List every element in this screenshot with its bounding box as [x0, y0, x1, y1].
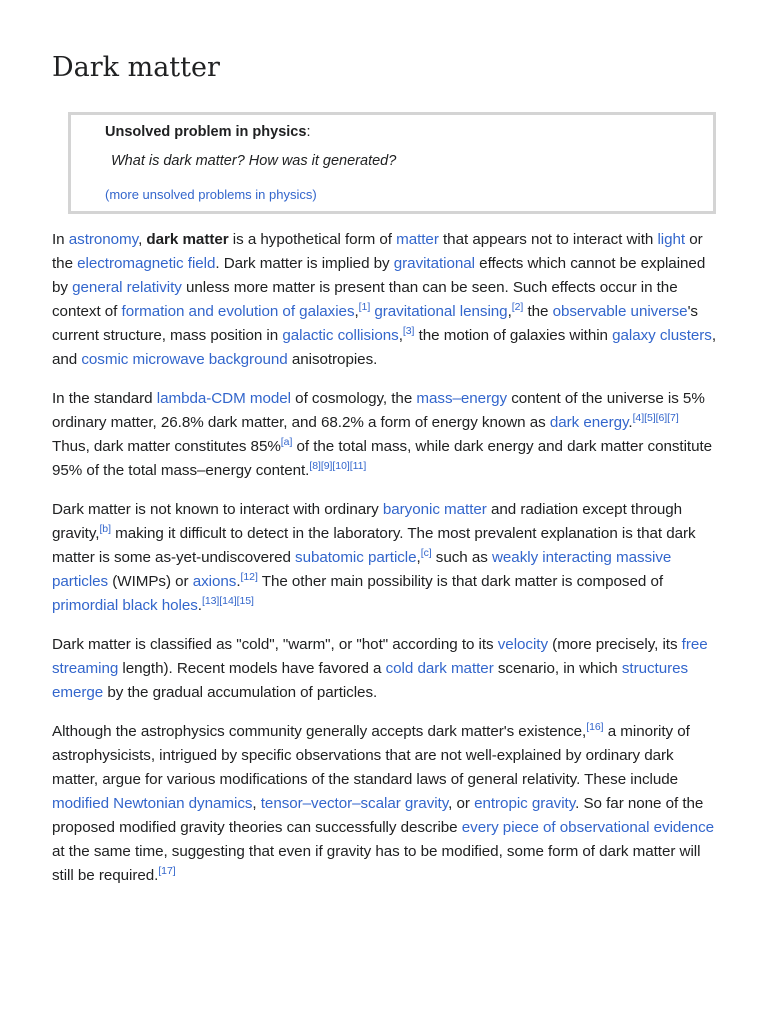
- text: (WIMPs) or: [108, 573, 193, 590]
- text: The other main possibility is that dark matter is composed of: [257, 573, 664, 590]
- citation-ref: [202, 595, 254, 607]
- text: .: [628, 414, 633, 431]
- link-wimps[interactable]: weakly interacting massive particles: [52, 549, 672, 590]
- link-light[interactable]: light: [657, 231, 686, 248]
- infobox-question: What is dark matter? How was it generated?: [111, 153, 397, 169]
- citation-2[interactable]: [2]: [511, 300, 524, 313]
- link-structures-emerge[interactable]: structures emerge: [52, 660, 689, 701]
- citation-3[interactable]: [3]: [402, 324, 415, 337]
- note-b[interactable]: [b]: [99, 522, 111, 535]
- text: is a hypothetical form of: [228, 231, 397, 248]
- text: effects which cannot be explained by: [52, 255, 706, 296]
- citation-16[interactable]: [16]: [586, 720, 604, 733]
- link-astronomy[interactable]: astronomy: [68, 231, 139, 248]
- citation-ref: [241, 571, 258, 583]
- link-lambda-cdm-model[interactable]: lambda-CDM model: [156, 390, 291, 407]
- link-cosmic-microwave-background[interactable]: cosmic microwave background: [81, 351, 288, 368]
- citation-ref: [309, 460, 366, 472]
- text: by the gradual accumulation of particles.: [103, 684, 378, 701]
- link-dark-energy[interactable]: dark energy: [549, 414, 629, 431]
- link-gravitational-lensing[interactable]: gravitational lensing: [374, 303, 508, 320]
- link-galaxy-clusters[interactable]: galaxy clusters: [612, 327, 712, 344]
- link-primordial-black-holes[interactable]: primordial black holes: [52, 597, 198, 614]
- link-free-streaming[interactable]: free streaming: [52, 636, 708, 677]
- infobox-heading: [105, 124, 310, 140]
- paragraph-classification: [52, 633, 716, 705]
- bold-dark-matter: dark matter: [146, 231, 229, 248]
- text: ,: [398, 327, 403, 344]
- link-velocity[interactable]: velocity: [497, 636, 549, 653]
- infobox-heading-label: Unsolved problem in physics: [105, 124, 307, 140]
- citation-ref: [633, 412, 679, 424]
- citation-ref: [512, 301, 524, 313]
- text: In the standard: [52, 390, 157, 407]
- link-galactic-collisions[interactable]: galactic collisions: [282, 327, 399, 344]
- text: . So far none of the proposed modified gravity theories can successfully describe: [52, 795, 704, 836]
- citation-ref: [421, 547, 432, 559]
- text: of the total mass, while dark energy and dark matter constitute 95% of the total mass–energy content.: [52, 438, 713, 479]
- text: Thus, dark matter constitutes 85%: [52, 438, 281, 455]
- text: anisotropies.: [287, 351, 378, 368]
- paragraph-detection: [52, 498, 716, 618]
- text: Although the astrophysics community generally accepts dark matter's existence,: [52, 723, 587, 740]
- link-baryonic-matter[interactable]: baryonic matter: [382, 501, 487, 518]
- citation-ref: [403, 325, 415, 337]
- citation-10[interactable]: [10]: [332, 459, 350, 472]
- text: In: [52, 231, 69, 248]
- link-entropic-gravity[interactable]: entropic gravity: [474, 795, 576, 812]
- citation-13[interactable]: [13]: [201, 594, 220, 607]
- note-c[interactable]: [c]: [420, 546, 432, 559]
- citation-5[interactable]: [5]: [644, 411, 656, 424]
- text: , and: [52, 327, 716, 368]
- citation-ref: [586, 721, 603, 733]
- citation-ref: [99, 523, 111, 535]
- citation-8[interactable]: [8]: [309, 459, 321, 472]
- citation-17[interactable]: [17]: [158, 864, 176, 877]
- text: scenario, in which: [493, 660, 622, 677]
- page-title: Dark matter: [52, 52, 220, 83]
- text: , or: [448, 795, 475, 812]
- text: the: [523, 303, 553, 320]
- citation-12[interactable]: [12]: [240, 570, 258, 583]
- text: ,: [252, 795, 261, 812]
- citation-14[interactable]: [14]: [219, 594, 237, 607]
- citation-15[interactable]: [15]: [236, 594, 254, 607]
- link-observable-universe[interactable]: observable universe: [552, 303, 688, 320]
- infobox-colon: :: [306, 124, 311, 140]
- text: ,: [507, 303, 512, 320]
- text: making it difficult to detect in the laboratory. The most prevalent explanation is that dark matter is some as-yet-undiscovered: [52, 525, 696, 566]
- citation-1[interactable]: [1]: [358, 300, 371, 313]
- text: . Dark matter is implied by: [215, 255, 394, 272]
- text: a minority of astrophysicists, intrigued by specific observations that are not well-explained by ordinary dark matter, argue for various modifications of the standard laws of general relativity. These include: [52, 723, 690, 788]
- text: content of the universe is 5% ordinary matter, 26.8% dark matter, and 68.2% a form of energy known as: [52, 390, 705, 431]
- citation-6[interactable]: [6]: [655, 411, 668, 424]
- text: or the: [52, 231, 703, 272]
- link-general-relativity[interactable]: general relativity: [72, 279, 182, 296]
- link-gravitational[interactable]: gravitational: [393, 255, 476, 272]
- text: Dark matter is not known to interact with ordinary: [52, 501, 383, 518]
- text: such as: [431, 549, 492, 566]
- more-unsolved-problems-link[interactable]: (more unsolved problems in physics): [105, 187, 317, 202]
- link-modified-newtonian-dynamics[interactable]: modified Newtonian dynamics: [52, 795, 253, 812]
- unsolved-problem-box: [68, 112, 716, 214]
- text: and radiation except through gravity,: [52, 501, 683, 542]
- link-electromagnetic-field[interactable]: electromagnetic field: [77, 255, 216, 272]
- text: Dark matter is classified as "cold", "warm", or "hot" according to its: [52, 636, 498, 653]
- text: (more precisely, its: [548, 636, 682, 653]
- link-mass-energy[interactable]: mass–energy: [416, 390, 508, 407]
- text: that appears not to interact with: [438, 231, 658, 248]
- text: ,: [138, 231, 147, 248]
- link-tensor-vector-scalar-gravity[interactable]: tensor–vector–scalar gravity: [260, 795, 449, 812]
- text: the motion of galaxies within: [414, 327, 613, 344]
- link-matter[interactable]: matter: [396, 231, 439, 248]
- citation-7[interactable]: [7]: [667, 411, 679, 424]
- citation-9[interactable]: [9]: [320, 459, 333, 472]
- text: ,: [416, 549, 421, 566]
- citation-4[interactable]: [4]: [632, 411, 645, 424]
- text: at the same time, suggesting that even if gravity has to be modified, some form of dark matter will still be required.: [52, 843, 701, 884]
- text: .: [236, 573, 241, 590]
- link-axions[interactable]: axions: [192, 573, 237, 590]
- text: 's current structure, mass position in: [52, 303, 698, 344]
- text: unless more matter is present than can be seen. Such effects occur in the context of: [52, 279, 678, 320]
- text: ,: [354, 303, 359, 320]
- citation-ref: [158, 865, 175, 877]
- text: length). Recent models have favored a: [118, 660, 386, 677]
- text: of cosmology, the: [291, 390, 417, 407]
- text: .: [197, 597, 202, 614]
- link-cold-dark-matter[interactable]: cold dark matter: [385, 660, 494, 677]
- paragraph-lambda-cdm: [52, 387, 716, 483]
- paragraph-alternatives: [52, 720, 716, 888]
- note-a[interactable]: [a]: [280, 435, 293, 448]
- citation-ref: [359, 301, 371, 313]
- link-subatomic-particle[interactable]: subatomic particle: [295, 549, 417, 566]
- citation-ref: [281, 436, 293, 448]
- article-body: [52, 228, 716, 903]
- link-observational-evidence[interactable]: every piece of observational evidence: [461, 819, 715, 836]
- citation-11[interactable]: [11]: [349, 459, 367, 472]
- paragraph-intro: [52, 228, 716, 372]
- link-formation-evolution-galaxies[interactable]: formation and evolution of galaxies: [121, 303, 355, 320]
